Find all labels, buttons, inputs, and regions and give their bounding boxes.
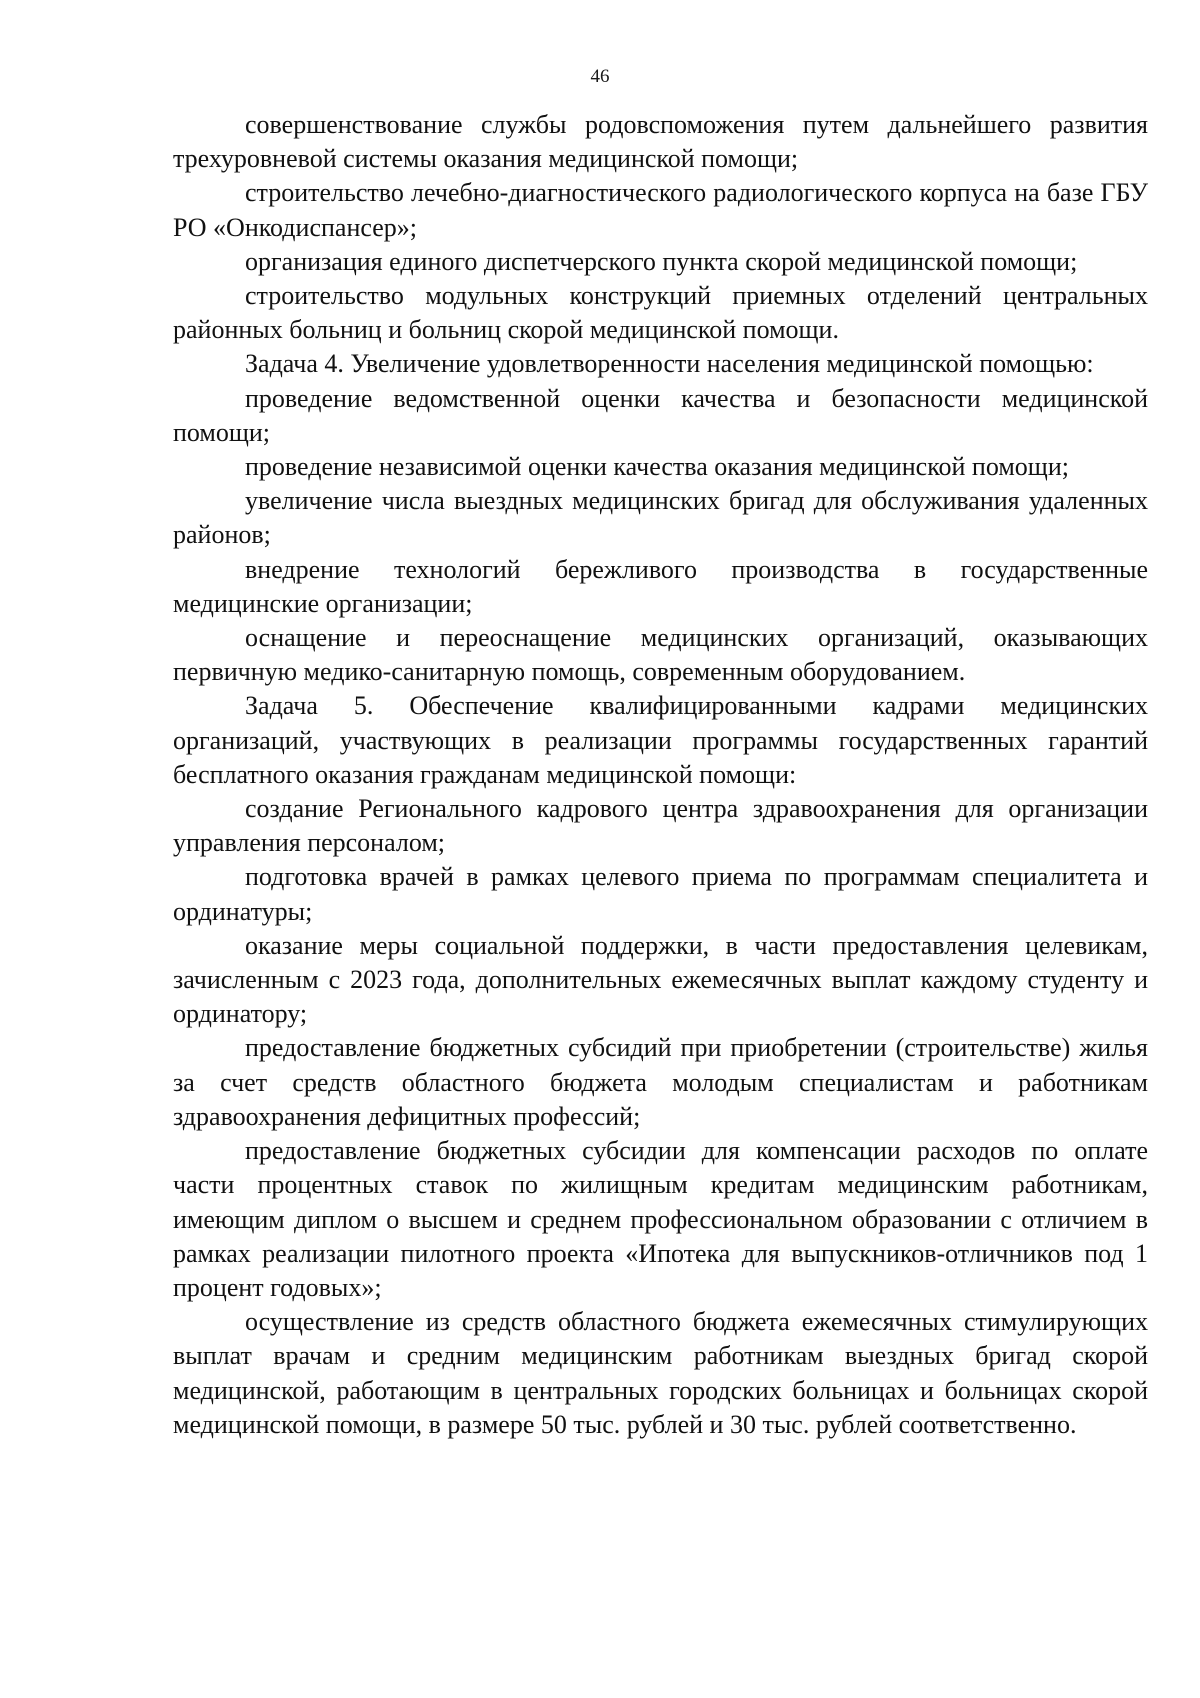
paragraph-lean-production: внедрение технологий бережливого производства в государственные медицинские организации; (173, 554, 1148, 618)
document-body (173, 108, 1148, 1442)
paragraph-equipment: оснащение и переоснащение медицинских организаций, оказывающих первичную медико-санитарную помощь, современным оборудованием. (173, 623, 1148, 687)
paragraph-radiology-building: строительство лечебно-диагностического радиологического корпуса на базе ГБУ РО «Онкодиспансер»; (173, 178, 1148, 242)
paragraph-mobile-teams: увеличение числа выездных медицинских бригад для обслуживания удаленных районов; (173, 486, 1148, 550)
paragraph-housing-subsidies: предоставление бюджетных субсидий при приобретении (строительстве) жилья за счет средств областного бюджета молодым специалистам и работникам здравоохранения дефицитных профессий; (173, 1033, 1148, 1131)
paragraph-modular-departments: строительство модульных конструкций приемных отделений центральных районных больниц и больниц скорой медицинской помощи. (173, 281, 1148, 345)
paragraph-doctor-training: подготовка врачей в рамках целевого приема по программам специалитета и ординатуры; (173, 862, 1148, 926)
paragraph-hr-center: создание Регионального кадрового центра здравоохранения для организации управления персоналом; (173, 794, 1148, 858)
paragraph-departmental-quality: проведение ведомственной оценки качества и безопасности медицинской помощи; (173, 383, 1148, 447)
paragraph-incentive-payments: осуществление из средств областного бюджета ежемесячных стимулирующих выплат врачам и средним медицинским работникам выездных бригад скорой медицинской, работающим в центральных городских больницах и больницах скорой медицинской помощи, в размере 50 тыс. рублей и 30 тыс. рублей соответственно. (173, 1307, 1148, 1439)
paragraph-dispatch-center: организация единого диспетчерского пункта скорой медицинской помощи; (245, 246, 1078, 276)
paragraph-social-support: оказание меры социальной поддержки, в части предоставления целевикам, зачисленным с 2023 года, дополнительных ежемесячных выплат каждому студенту и ординатору; (173, 930, 1148, 1029)
paragraph-independent-quality: проведение независимой оценки качества оказания медицинской помощи; (245, 452, 1069, 482)
paragraph-task-4: Задача 4. Увеличение удовлетворенности населения медицинской помощью: (245, 349, 1094, 379)
paragraph-obstetrics: совершенствование службы родовспоможения путем дальнейшего развития трехуровневой системы оказания медицинской помощи; (173, 110, 1148, 174)
paragraph-mortgage-subsidies: предоставление бюджетных субсидии для компенсации расходов по оплате части процентных ставок по жилищным кредитам медицинским работникам, имеющим диплом о высшем и среднем профессиональном образовании с отличием в рамках реализации пилотного проекта «Ипотека для выпускников-отличников под 1 процент годовых»; (173, 1136, 1148, 1302)
paragraph-task-5: Задача 5. Обеспечение квалифицированными кадрами медицинских организаций, участвующих в реализации программы государственных гарантий бесплатного оказания гражданам медицинской помощи: (173, 691, 1148, 789)
page-number: 46 (590, 66, 610, 87)
